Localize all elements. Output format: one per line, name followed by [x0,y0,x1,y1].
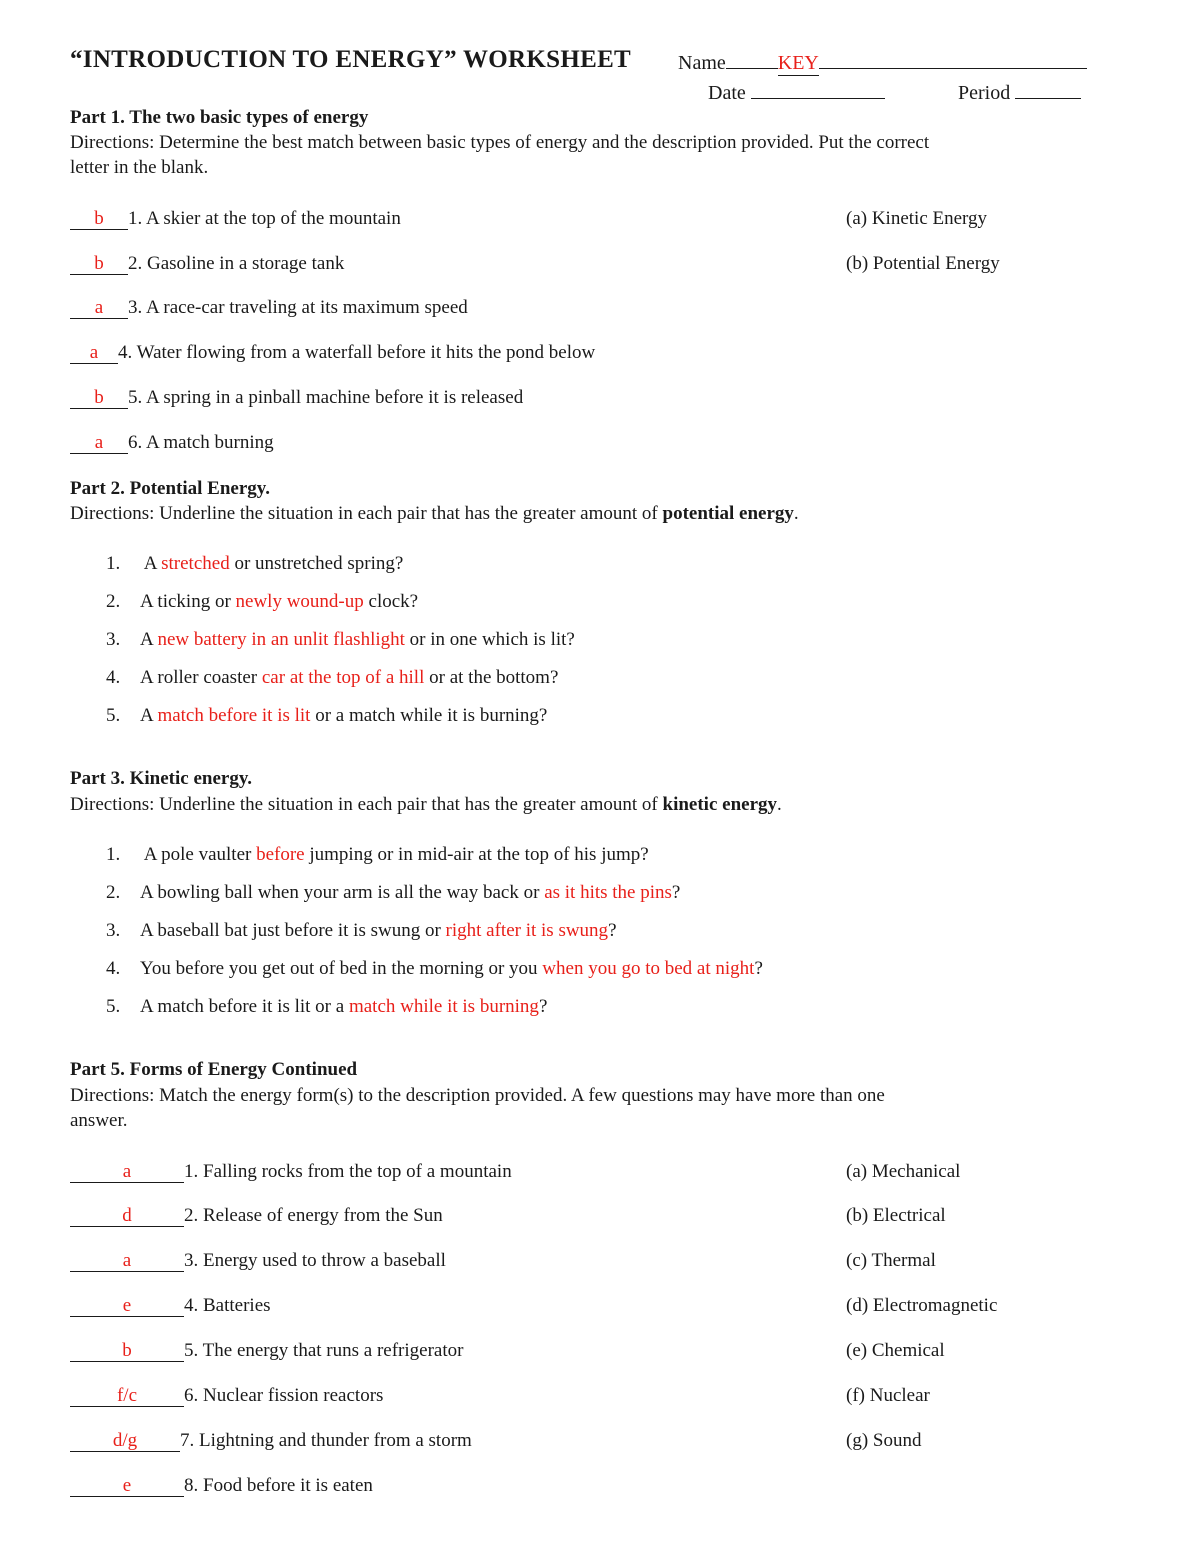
part5-answer: e [122,1475,132,1496]
part2-item [106,629,575,651]
part5-item [70,1250,446,1272]
part3-directions-emphasis: kinetic energy [662,794,778,815]
item-text: ? [754,958,763,979]
item-number: 4. [106,667,121,688]
part1-item [70,432,274,454]
item-text: jumping or in mid-air at the top of his jump? [304,844,649,865]
part1-item [70,208,401,230]
item-text: ? [608,920,617,941]
item-answer: stretched [161,553,230,574]
part3-item [106,996,547,1018]
part1-item-text: 6. A match burning [128,432,274,453]
part5-option-g: (g) Sound [846,1430,922,1451]
item-answer: when you go to bed at night [542,958,755,979]
part3-directions [70,794,782,816]
part5-answer: b [122,1340,132,1361]
part1-item-text: 1. A skier at the top of the mountain [128,208,401,229]
item-text: A baseball bat just before it is swung or [140,920,446,941]
name-line [678,50,1087,76]
part3-item [106,958,763,980]
part1-answer: b [94,208,104,229]
period-line [958,80,1081,105]
item-number: 3. [106,629,121,650]
part1-item-text: 5. A spring in a pinball machine before it is released [128,387,524,408]
part5-option-a: (a) Mechanical [846,1161,961,1182]
part1-option-b: (b) Potential Energy [846,253,1000,274]
part5-item-text: 3. Energy used to throw a baseball [184,1250,446,1271]
part1-directions-line1: Directions: Determine the best match between basic types of energy and the description provided. Put the correct [70,132,930,153]
part5-heading: Part 5. Forms of Energy Continued [70,1059,358,1080]
item-text: A [140,705,158,726]
part1-answer: a [94,432,104,453]
part5-answer: d [122,1205,132,1226]
part5-item-text: 4. Batteries [184,1295,271,1316]
item-answer: right after it is swung [445,920,609,941]
item-number: 1. [106,553,121,574]
part5-option-e: (e) Chemical [846,1340,945,1361]
part1-option-a: (a) Kinetic Energy [846,208,988,229]
part1-item [70,387,523,409]
item-answer: new battery in an unlit flashlight [157,629,405,650]
part5-item [70,1385,383,1407]
part5-item-text: 8. Food before it is eaten [184,1475,373,1496]
part1-heading: Part 1. The two basic types of energy [70,107,369,128]
item-number: 1. [106,844,121,865]
item-text: or in one which is lit? [404,629,575,650]
part3-directions-text: Directions: Underline the situation in each pair that has the greater amount of [70,794,663,815]
item-text: ? [671,882,681,903]
part1-item [70,297,468,319]
part1-answer: a [94,297,104,318]
date-label: Date [708,82,746,104]
item-text: ? [538,996,548,1017]
item-answer: before [256,844,305,865]
period-underline [1015,80,1081,99]
item-text: or at the bottom? [424,667,559,688]
item-number: 2. [106,882,121,903]
part5-option-b: (b) Electrical [846,1205,946,1226]
part5-item [70,1340,463,1362]
part1-item [70,342,595,364]
part5-answer: a [122,1161,132,1182]
item-answer: match while it is burning [348,996,539,1017]
item-text: A match before it is lit or a [140,996,349,1017]
part5-item-text: 7. Lightning and thunder from a storm [180,1430,472,1451]
item-text: A bowling ball when your arm is all the way back or [140,882,545,903]
name-label: Name [678,52,726,74]
part2-heading: Part 2. Potential Energy. [70,478,270,499]
item-text: You before you get out of bed in the morning or you [140,958,543,979]
part5-answer: f/c [116,1385,138,1406]
item-text: or unstretched spring? [229,553,404,574]
part3-directions-end: . [777,794,782,815]
item-number: 4. [106,958,121,979]
part2-item [106,705,547,727]
part5-directions-line2: answer. [70,1110,128,1131]
part5-answer: d/g [112,1430,138,1451]
part5-item [70,1475,373,1497]
part2-directions-end: . [793,503,799,524]
item-number: 3. [106,920,121,941]
item-answer: newly wound-up [235,591,364,612]
part5-item [70,1205,443,1227]
item-text: A ticking or [140,591,236,612]
item-text: A roller coaster [140,667,262,688]
part1-directions-line2: letter in the blank. [70,157,209,178]
item-text: A [140,629,158,650]
item-text: A pole vaulter [140,844,257,865]
part5-item [70,1295,271,1317]
item-answer: match before it is lit [157,705,311,726]
part2-item [106,553,403,575]
part1-answer: b [94,387,104,408]
part5-item [70,1430,472,1452]
part1-item [70,253,344,275]
part5-item-text: 5. The energy that runs a refrigerator [184,1340,464,1361]
part5-answer: e [122,1295,132,1316]
item-number: 2. [106,591,121,612]
item-text: A [140,553,162,574]
part1-answer: b [94,253,104,274]
part5-option-d: (d) Electromagnetic [846,1295,998,1316]
part5-option-f: (f) Nuclear [846,1385,930,1406]
part5-item [70,1161,512,1183]
name-underline-b [819,50,1087,69]
date-line [708,80,885,105]
part3-item [106,882,680,904]
item-number: 5. [106,705,121,726]
part5-item-text: 1. Falling rocks from the top of a mountain [184,1161,512,1182]
name-underline-a [726,50,778,69]
part5-directions-line1: Directions: Match the energy form(s) to the description provided. A few questions may have more than one [70,1085,885,1106]
date-underline [751,80,885,99]
part1-item-text: 3. A race-car traveling at its maximum speed [128,297,468,318]
item-number: 5. [106,996,121,1017]
item-answer: car at the top of a hill [261,667,425,688]
part3-item [106,920,617,942]
part3-item [106,844,649,866]
part2-directions-emphasis: potential energy [662,503,794,524]
name-value: KEY [777,52,819,74]
part2-directions-text: Directions: Underline the situation in each pair that has the greater amount of [70,503,663,524]
part1-item-text: 2. Gasoline in a storage tank [128,253,345,274]
part2-directions [70,503,799,525]
part5-item-text: 6. Nuclear fission reactors [184,1385,384,1406]
part5-answer: a [122,1250,132,1271]
part2-item [106,667,558,689]
part2-item [106,591,418,613]
part1-item-text: 4. Water flowing from a waterfall before it hits the pond below [118,342,596,363]
part3-heading: Part 3. Kinetic energy. [70,768,253,789]
part5-option-c: (c) Thermal [846,1250,936,1271]
period-label: Period [958,82,1011,104]
worksheet-title: “INTRODUCTION TO ENERGY” WORKSHEET [70,46,632,73]
item-text: clock? [363,591,419,612]
item-answer: as it hits the pins [544,882,672,903]
part5-item-text: 2. Release of energy from the Sun [184,1205,443,1226]
item-text: or a match while it is burning? [310,705,548,726]
part1-answer: a [89,342,99,363]
